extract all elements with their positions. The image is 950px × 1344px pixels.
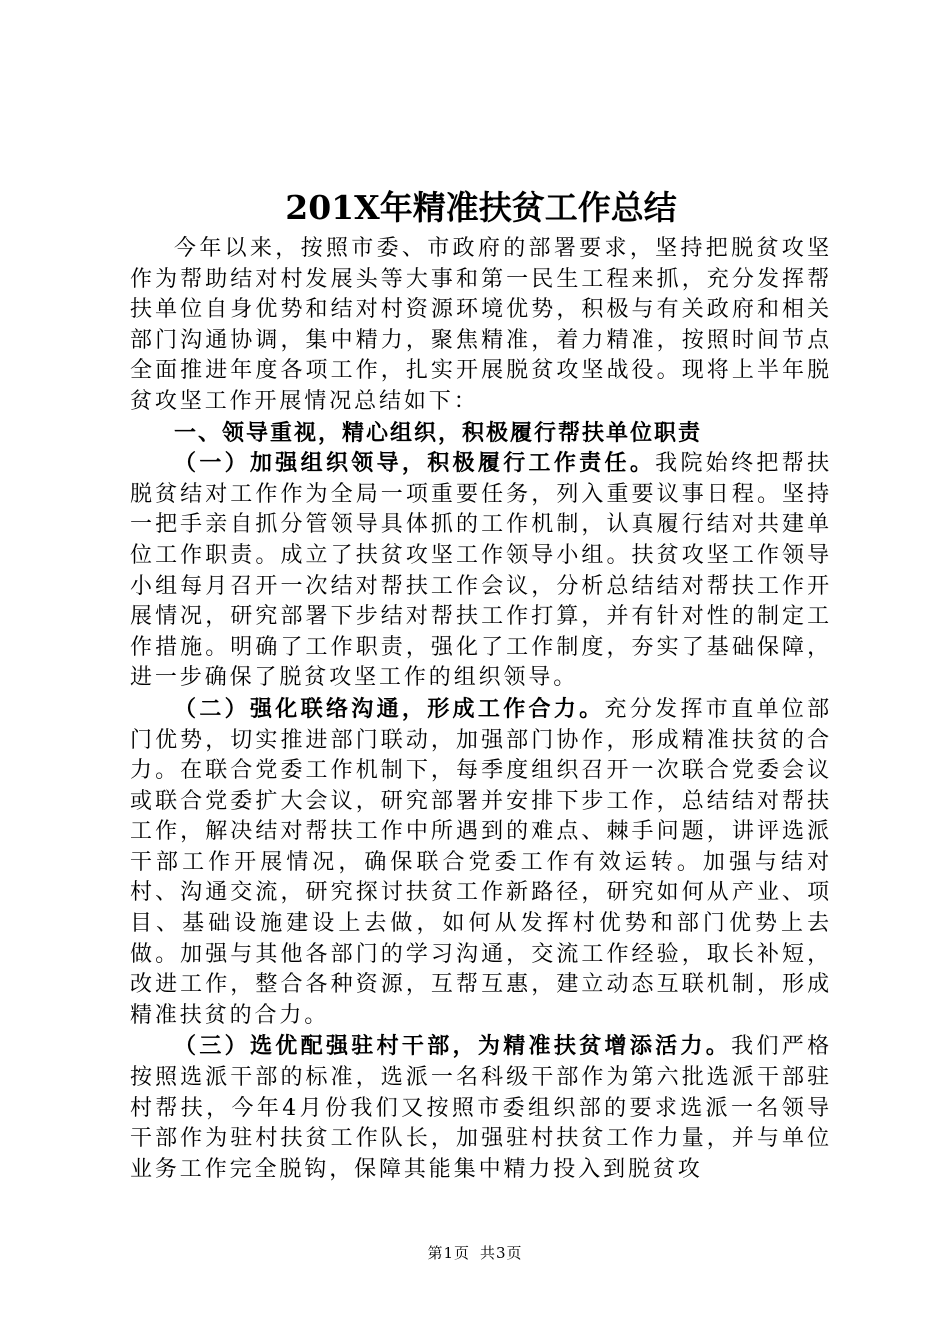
intro-paragraph: 今年以来，按照市委、市政府的部署要求，坚持把脱贫攻坚作为帮助结对村发展头等大事和第一民生工程来抓，充分发挥帮扶单位自身优势和结对村资源环境优势，积极与有关政府和相关部门沟通协调，集中精力，聚焦精准，着力精准，按照时间节点全面推进年度各项工作，扎实开展脱贫攻坚战役。现将上半年脱贫攻坚工作开展情况总结如下：	[130, 236, 832, 414]
item-paragraph-1	[130, 448, 832, 694]
item-title-3: （三）选优配强驻村干部，为精准扶贫增添活力。	[174, 1033, 732, 1060]
item-title-2: （二）强化联络沟通，形成工作合力。	[174, 695, 605, 722]
item-body-2: 充分发挥市直单位部门优势，切实推进部门联动，加强部门协作，形成精准扶贫的合力。在联合党委工作机制下，每季度组织召开一次联合党委会议或联合党委扩大会议，研究部署并安排下步工作，总结结对帮扶工作，解决结对帮扶工作中所遇到的难点、棘手问题，讲评选派干部工作开展情况，确保联合党委工作有效运转。加强与结对村、沟通交流，研究探讨扶贫工作新路径，研究如何从产业、项目、基础设施建设上去做，如何从发挥村优势和部门优势上去做。加强与其他各部门的学习沟通，交流工作经验，取长补短，改进工作，整合各种资源，互帮互惠，建立动态互联机制，形成精准扶贫的合力。	[130, 696, 832, 1028]
page-total: 共3页	[480, 1244, 523, 1262]
document-body	[130, 234, 832, 1185]
item-paragraph-2	[130, 694, 832, 1032]
item-body-3: 我们严格按照选派干部的标准，选派一名科级干部作为第六批选派干部驻村帮扶，今年4月份我们又按照市委组织部的要求选派一名领导干部作为驻村扶贫工作队长，加强驻村扶贫工作力量，并与单位业务工作完全脱钩，保障其能集中精力投入到脱贫攻	[130, 1034, 832, 1182]
item-body-1: 我院始终把帮扶脱贫结对工作作为全局一项重要任务，列入重要议事日程。坚持一把手亲自抓分管领导具体抓的工作机制，认真履行结对共建单位工作职责。成立了扶贫攻坚工作领导小组。扶贫攻坚工作领导小组每月召开一次结对帮扶工作会议，分析总结结对帮扶工作开展情况，研究部署下步结对帮扶工作打算，并有针对性的制定工作措施。明确了工作职责，强化了工作制度，夯实了基础保障，进一步确保了脱贫攻坚工作的组织领导。	[130, 451, 832, 691]
section-heading-1: 一、领导重视，精心组织，积极履行帮扶单位职责	[174, 419, 703, 446]
page-footer	[0, 1243, 950, 1263]
document-title: 201X年精准扶贫工作总结	[285, 188, 677, 227]
item-paragraph-3	[130, 1031, 832, 1185]
item-title-1: （一）加强组织领导，积极履行工作责任。	[174, 450, 656, 477]
page-number: 第1页	[427, 1244, 470, 1262]
